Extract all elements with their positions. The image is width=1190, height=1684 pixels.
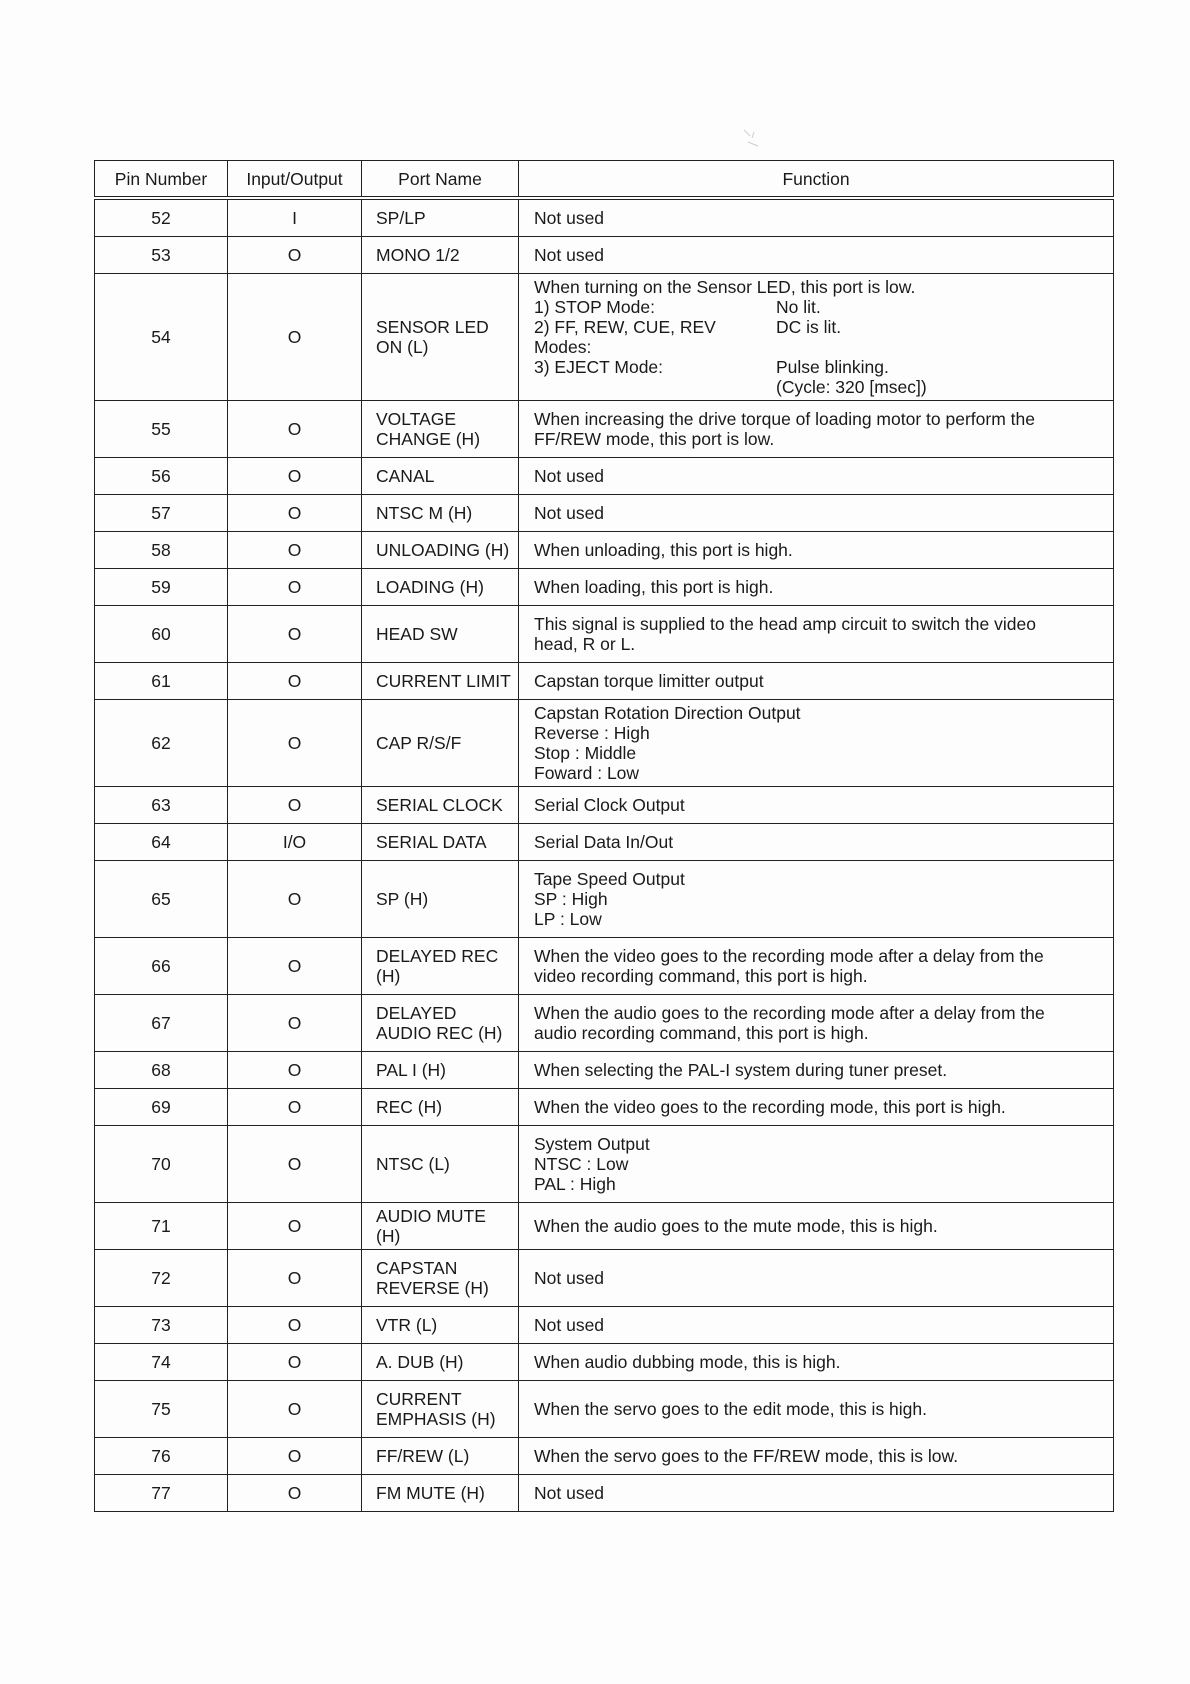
- port-name-cell: DELAYED REC (H): [362, 938, 519, 995]
- port-name-cell: A. DUB (H): [362, 1344, 519, 1381]
- table-row: [95, 569, 1114, 606]
- table-row: [95, 532, 1114, 569]
- input-output-cell: O: [228, 861, 362, 938]
- input-output-cell: O: [228, 700, 362, 787]
- table-row: [95, 1089, 1114, 1126]
- pin-number-cell: 77: [95, 1475, 228, 1512]
- function-cell: Capstan torque limitter output: [519, 663, 1114, 700]
- table-row: [95, 938, 1114, 995]
- pin-number-cell: 56: [95, 458, 228, 495]
- port-name-cell: DELAYED AUDIO REC (H): [362, 995, 519, 1052]
- table-row: [95, 1203, 1114, 1250]
- function-line-value: No lit.: [776, 297, 821, 317]
- pin-number-cell: 66: [95, 938, 228, 995]
- pin-function-table: [94, 160, 1114, 1512]
- function-line: [534, 377, 1107, 397]
- function-line: [534, 357, 1107, 377]
- function-line-value: Pulse blinking.: [776, 357, 889, 377]
- input-output-cell: O: [228, 663, 362, 700]
- input-output-cell: O: [228, 237, 362, 274]
- function-cell: When the video goes to the recording mode after a delay from the video recording command, this port is high.: [519, 938, 1114, 995]
- function-line-value: DC is lit.: [776, 317, 842, 337]
- pin-number-cell: 67: [95, 995, 228, 1052]
- input-output-cell: O: [228, 995, 362, 1052]
- function-cell: When the audio goes to the recording mode after a delay from the audio recording command, this port is high.: [519, 995, 1114, 1052]
- port-name-cell: CAP R/S/F: [362, 700, 519, 787]
- table-body: [95, 198, 1114, 1512]
- table-header-row: [95, 161, 1114, 199]
- port-name-cell: AUDIO MUTE (H): [362, 1203, 519, 1250]
- function-cell: When loading, this port is high.: [519, 569, 1114, 606]
- input-output-cell: O: [228, 606, 362, 663]
- port-name-cell: SP/LP: [362, 198, 519, 237]
- pin-number-cell: 76: [95, 1438, 228, 1475]
- port-name-cell: MONO 1/2: [362, 237, 519, 274]
- port-name-cell: NTSC M (H): [362, 495, 519, 532]
- port-name-cell: UNLOADING (H): [362, 532, 519, 569]
- port-name-cell: FF/REW (L): [362, 1438, 519, 1475]
- port-name-cell: CAPSTAN REVERSE (H): [362, 1250, 519, 1307]
- input-output-cell: O: [228, 1203, 362, 1250]
- function-cell: Not used: [519, 1307, 1114, 1344]
- pin-number-cell: 62: [95, 700, 228, 787]
- function-cell: When unloading, this port is high.: [519, 532, 1114, 569]
- table-row: [95, 495, 1114, 532]
- table-row: [95, 1438, 1114, 1475]
- function-cell: Not used: [519, 1475, 1114, 1512]
- input-output-cell: O: [228, 401, 362, 458]
- function-cell: When the audio goes to the mute mode, this is high.: [519, 1203, 1114, 1250]
- pin-number-cell: 53: [95, 237, 228, 274]
- function-line-value: (Cycle: 320 [msec]): [776, 377, 927, 397]
- pin-number-cell: 68: [95, 1052, 228, 1089]
- port-name-cell: CANAL: [362, 458, 519, 495]
- input-output-cell: O: [228, 1381, 362, 1438]
- table-row: [95, 861, 1114, 938]
- input-output-cell: O: [228, 1052, 362, 1089]
- input-output-cell: I/O: [228, 824, 362, 861]
- pin-number-cell: 64: [95, 824, 228, 861]
- pin-number-cell: 52: [95, 198, 228, 237]
- pin-number-cell: 65: [95, 861, 228, 938]
- input-output-cell: O: [228, 787, 362, 824]
- function-cell: When audio dubbing mode, this is high.: [519, 1344, 1114, 1381]
- function-cell: Not used: [519, 495, 1114, 532]
- function-cell: When the servo goes to the edit mode, this is high.: [519, 1381, 1114, 1438]
- function-line: [534, 317, 1107, 357]
- pin-number-cell: 69: [95, 1089, 228, 1126]
- port-name-cell: PAL I (H): [362, 1052, 519, 1089]
- input-output-cell: O: [228, 569, 362, 606]
- function-cell: Serial Clock Output: [519, 787, 1114, 824]
- pin-number-cell: 54: [95, 274, 228, 401]
- function-line-label: When turning on the Sensor LED, this port is low.: [534, 277, 916, 297]
- input-output-cell: O: [228, 1438, 362, 1475]
- input-output-cell: I: [228, 198, 362, 237]
- function-line-label: 2) FF, REW, CUE, REV Modes:: [534, 317, 716, 357]
- scan-speck-icon: [740, 126, 762, 152]
- function-cell: When selecting the PAL-I system during tuner preset.: [519, 1052, 1114, 1089]
- table-row: [95, 458, 1114, 495]
- table-row: [95, 995, 1114, 1052]
- input-output-cell: O: [228, 1126, 362, 1203]
- table-row: [95, 1381, 1114, 1438]
- table-row: [95, 274, 1114, 401]
- input-output-cell: O: [228, 938, 362, 995]
- function-cell: [519, 274, 1114, 401]
- input-output-cell: O: [228, 1475, 362, 1512]
- table-row: [95, 606, 1114, 663]
- table-row: [95, 198, 1114, 237]
- function-cell: Not used: [519, 458, 1114, 495]
- function-line: [534, 277, 1107, 297]
- header-port-name: Port Name: [362, 161, 519, 199]
- input-output-cell: O: [228, 458, 362, 495]
- pin-number-cell: 72: [95, 1250, 228, 1307]
- function-cell: System Output NTSC : Low PAL : High: [519, 1126, 1114, 1203]
- table-row: [95, 663, 1114, 700]
- pin-number-cell: 70: [95, 1126, 228, 1203]
- function-cell: Not used: [519, 237, 1114, 274]
- header-pin-number: Pin Number: [95, 161, 228, 199]
- pin-number-cell: 73: [95, 1307, 228, 1344]
- table-row: [95, 787, 1114, 824]
- input-output-cell: O: [228, 274, 362, 401]
- table-row: [95, 1126, 1114, 1203]
- table-row: [95, 401, 1114, 458]
- port-name-cell: SERIAL DATA: [362, 824, 519, 861]
- input-output-cell: O: [228, 1307, 362, 1344]
- pin-number-cell: 75: [95, 1381, 228, 1438]
- table-row: [95, 1250, 1114, 1307]
- port-name-cell: FM MUTE (H): [362, 1475, 519, 1512]
- port-name-cell: LOADING (H): [362, 569, 519, 606]
- function-line-label: [534, 377, 776, 397]
- port-name-cell: SP (H): [362, 861, 519, 938]
- table-row: [95, 1344, 1114, 1381]
- function-cell: When the servo goes to the FF/REW mode, this is low.: [519, 1438, 1114, 1475]
- function-cell: Capstan Rotation Direction Output Reverse : High Stop : Middle Foward : Low: [519, 700, 1114, 787]
- function-cell: When increasing the drive torque of loading motor to perform the FF/REW mode, this port is low.: [519, 401, 1114, 458]
- pin-number-cell: 57: [95, 495, 228, 532]
- table-row: [95, 1052, 1114, 1089]
- function-cell: Tape Speed Output SP : High LP : Low: [519, 861, 1114, 938]
- function-cell: Serial Data In/Out: [519, 824, 1114, 861]
- pin-number-cell: 63: [95, 787, 228, 824]
- pin-number-cell: 58: [95, 532, 228, 569]
- input-output-cell: O: [228, 495, 362, 532]
- input-output-cell: O: [228, 1089, 362, 1126]
- pin-number-cell: 71: [95, 1203, 228, 1250]
- table-row: [95, 700, 1114, 787]
- table-row: [95, 1307, 1114, 1344]
- input-output-cell: O: [228, 1250, 362, 1307]
- input-output-cell: O: [228, 532, 362, 569]
- function-line-label: 3) EJECT Mode:: [534, 357, 664, 377]
- header-input-output: Input/Output: [228, 161, 362, 199]
- pin-number-cell: 61: [95, 663, 228, 700]
- port-name-cell: NTSC (L): [362, 1126, 519, 1203]
- function-cell: This signal is supplied to the head amp circuit to switch the video head, R or L.: [519, 606, 1114, 663]
- port-name-cell: HEAD SW: [362, 606, 519, 663]
- table-row: [95, 824, 1114, 861]
- pin-number-cell: 55: [95, 401, 228, 458]
- pin-number-cell: 60: [95, 606, 228, 663]
- function-cell: Not used: [519, 1250, 1114, 1307]
- port-name-cell: SENSOR LED ON (L): [362, 274, 519, 401]
- port-name-cell: CURRENT EMPHASIS (H): [362, 1381, 519, 1438]
- port-name-cell: REC (H): [362, 1089, 519, 1126]
- port-name-cell: VTR (L): [362, 1307, 519, 1344]
- port-name-cell: SERIAL CLOCK: [362, 787, 519, 824]
- pin-number-cell: 74: [95, 1344, 228, 1381]
- header-function: Function: [519, 161, 1114, 199]
- function-line: [534, 297, 1107, 317]
- input-output-cell: O: [228, 1344, 362, 1381]
- function-cell: Not used: [519, 198, 1114, 237]
- table-row: [95, 1475, 1114, 1512]
- function-line-label: 1) STOP Mode:: [534, 297, 655, 317]
- table-row: [95, 237, 1114, 274]
- port-name-cell: CURRENT LIMIT: [362, 663, 519, 700]
- pin-number-cell: 59: [95, 569, 228, 606]
- port-name-cell: VOLTAGE CHANGE (H): [362, 401, 519, 458]
- function-cell: When the video goes to the recording mode, this port is high.: [519, 1089, 1114, 1126]
